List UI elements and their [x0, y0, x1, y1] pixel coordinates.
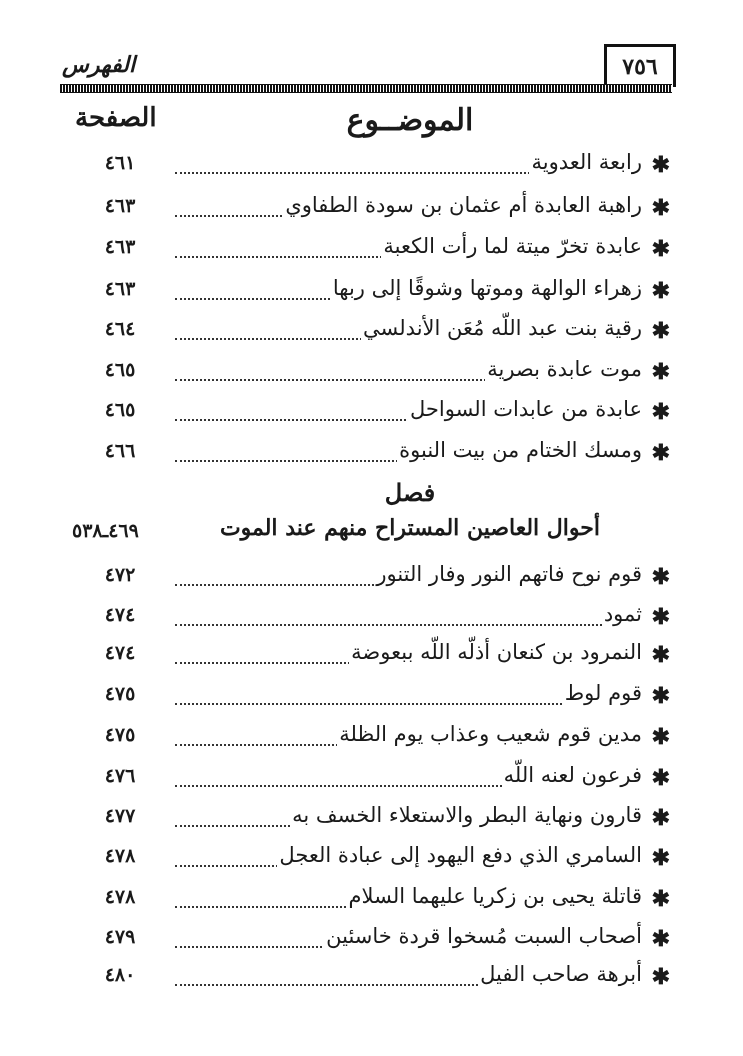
toc-entry [80, 316, 670, 350]
toc-entry [80, 234, 670, 268]
bullet-star-icon: ✱ [651, 964, 670, 990]
toc-entry-title: قارون ونهاية البطر والاستعلاء الخسف به [292, 803, 642, 827]
toc-entry [80, 357, 670, 391]
toc-entry-page: ٤٦٣ [104, 236, 136, 258]
toc-entry [80, 843, 670, 877]
toc-entry-title: أبرهة صاحب الفيل [480, 962, 642, 986]
bullet-star-icon: ✱ [651, 152, 670, 178]
bullet-star-icon: ✱ [651, 642, 670, 668]
toc-entry-page: ٤٦٣ [104, 278, 136, 300]
toc-entry-title: قوم نوح فاتهم النور وفار التنور [376, 562, 642, 586]
toc-entry-title: أصحاب السبت مُسخوا قردة خاسئين [326, 924, 642, 948]
bullet-star-icon: ✱ [651, 399, 670, 425]
bullet-star-icon: ✱ [651, 724, 670, 750]
toc-entry [80, 438, 670, 472]
column-heading-page: الصفحة [75, 103, 157, 133]
toc-entry-page: ٤٧٩ [104, 926, 136, 948]
toc-entry [80, 640, 670, 674]
toc-entry-title: النمرود بن كنعان أذلّه اللّه ببعوضة [351, 640, 642, 664]
toc-entry-page: ٤٧٥ [104, 683, 136, 705]
header-rule [60, 84, 672, 93]
toc-entry [80, 602, 670, 636]
toc-entry-page: ٤٦٥ [104, 359, 136, 381]
toc-entry-page: ٤٦٤ [104, 318, 136, 340]
toc-entry-title: قوم لوط [564, 681, 642, 705]
toc-entry [80, 722, 670, 756]
toc-entry-page: ٤٧٦ [104, 765, 136, 787]
toc-entry [80, 962, 670, 996]
bullet-star-icon: ✱ [651, 765, 670, 791]
toc-entry-page: ٤٧٨ [104, 845, 136, 867]
toc-entry-page: ٤٧٢ [104, 564, 136, 586]
bullet-star-icon: ✱ [651, 195, 670, 221]
toc-entry-title: ثمود [603, 602, 642, 626]
toc-entry-page: ٤٦٦ [104, 440, 136, 462]
toc-entry-page: ٤٦٣ [104, 195, 136, 217]
toc-entry [80, 397, 670, 431]
bullet-star-icon: ✱ [651, 318, 670, 344]
toc-entry [80, 884, 670, 918]
section-heading: فصل [384, 478, 436, 507]
toc-entry-title: رابعة العدوية [531, 150, 642, 174]
toc-entry-title: قاتلة يحيى بن زكريا عليهما السلام [348, 884, 642, 908]
toc-entry [80, 276, 670, 310]
toc-entry-page: ٤٧٤ [104, 604, 136, 626]
bullet-star-icon: ✱ [651, 886, 670, 912]
toc-entry [80, 150, 670, 184]
toc-entry-title: السامري الذي دفع اليهود إلى عبادة العجل [279, 843, 642, 867]
toc-entry-title: راهبة العابدة أم عثمان بن سودة الطفاوي [285, 193, 642, 217]
bullet-star-icon: ✱ [651, 926, 670, 952]
toc-entry-title: رقية بنت عبد اللّه مُعَن الأندلسي [363, 316, 642, 340]
bullet-star-icon: ✱ [651, 440, 670, 466]
dot-leader [175, 624, 642, 626]
bullet-star-icon: ✱ [651, 604, 670, 630]
toc-entry [80, 193, 670, 227]
bullet-star-icon: ✱ [651, 359, 670, 385]
toc-entry-page: ٤٦٥ [104, 399, 136, 421]
running-header-title: الفهرس [62, 52, 136, 78]
bullet-star-icon: ✱ [651, 805, 670, 831]
toc-entry-title: فرعون لعنه اللّه [503, 763, 642, 787]
bullet-star-icon: ✱ [651, 845, 670, 871]
toc-entry-title: موت عابدة بصرية [487, 357, 642, 381]
toc-entry-page: ٤٧٤ [104, 642, 136, 664]
toc-entry-page: ٤٧٧ [104, 805, 136, 827]
toc-entry-title: مدين قوم شعيب وعذاب يوم الظلة [339, 722, 642, 746]
toc-entry-title: عابدة من عابدات السواحل [410, 397, 642, 421]
toc-entry [80, 681, 670, 715]
toc-entry-page: ٤٨٠ [104, 964, 136, 986]
bullet-star-icon: ✱ [651, 236, 670, 262]
bullet-star-icon: ✱ [651, 683, 670, 709]
page-number: ٧٥٦ [604, 44, 676, 87]
toc-entry-page: ٤٦١ [104, 152, 136, 174]
toc-entry [80, 562, 670, 596]
toc-entry-title: زهراء الوالهة وموتها وشوقًا إلى ربها [332, 276, 642, 300]
toc-entry-page: ٤٧٥ [104, 724, 136, 746]
toc-entry-page: ٤٧٨ [104, 886, 136, 908]
bullet-star-icon: ✱ [651, 564, 670, 590]
toc-entry [80, 803, 670, 837]
toc-entry [80, 763, 670, 797]
toc-entry-title: ومسك الختام من بيت النبوة [399, 438, 642, 462]
bullet-star-icon: ✱ [651, 278, 670, 304]
chapter-page-range: ٤٦٩ـ٥٣٨ [72, 520, 139, 542]
toc-entry-title: عابدة تخرّ ميتة لما رأت الكعبة [383, 234, 642, 258]
chapter-heading: أحوال العاصين المستراح منهم عند الموت [219, 515, 600, 541]
toc-entry [80, 924, 670, 958]
column-heading-topic: الموضــوع [346, 103, 474, 138]
